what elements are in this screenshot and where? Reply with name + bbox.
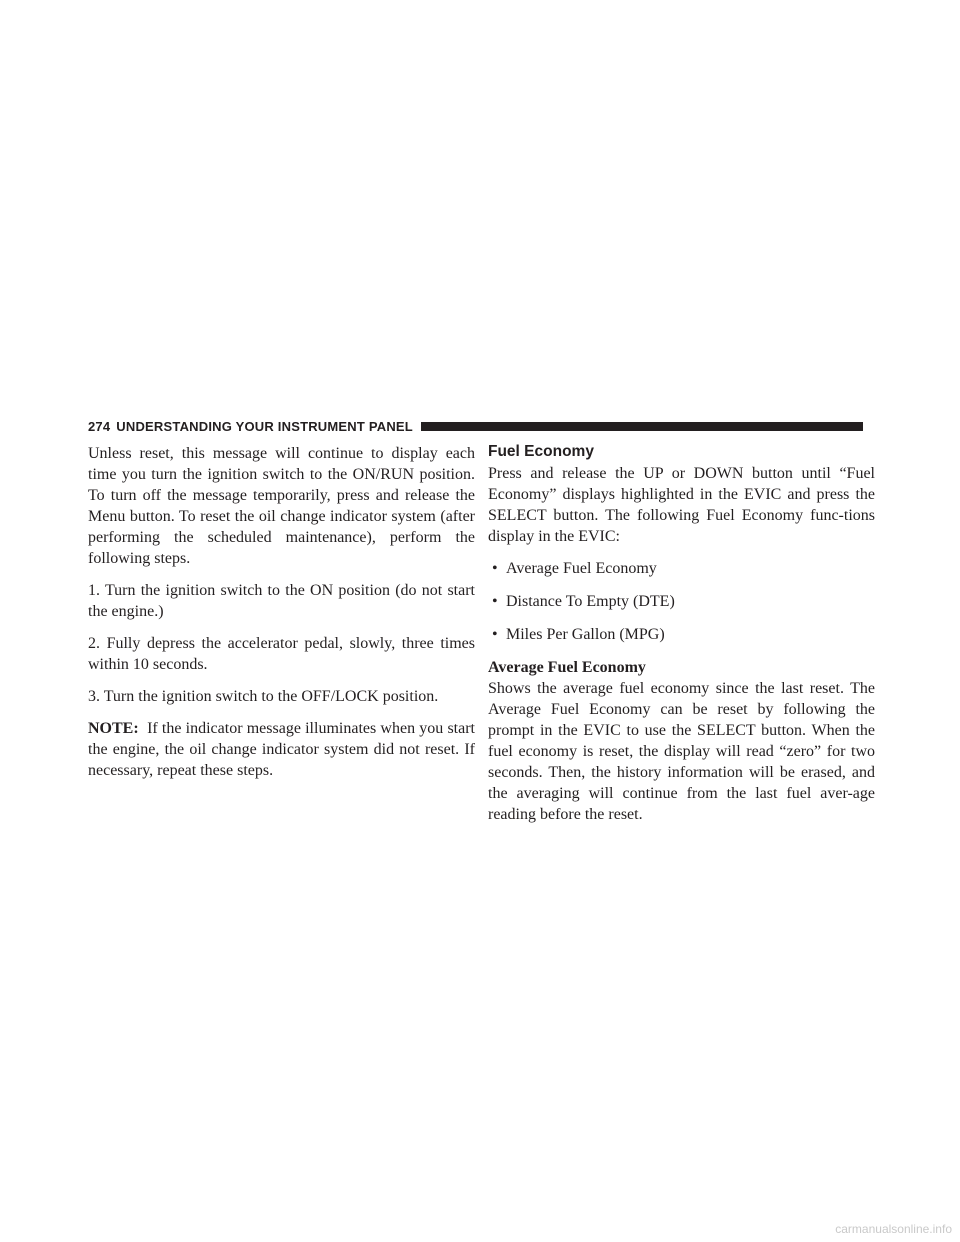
header-rule: [421, 422, 863, 431]
list-item: [492, 558, 875, 579]
function-list: [488, 558, 875, 645]
right-column: [488, 442, 875, 836]
note-label: NOTE:: [88, 720, 139, 737]
list-item-text: Miles Per Gallon (MPG): [506, 626, 665, 643]
bullet-icon: •: [492, 593, 498, 610]
bullet-icon: •: [492, 560, 498, 577]
average-fuel-economy-body: Shows the average fuel economy since the last reset. The Average Fuel Economy can be reset by following the prompt in the EVIC to use the SELECT button. When the fuel economy is reset, the display will read “zero” for two seconds. Then, the history information will be erased, and the averaging will continue from the last fuel aver-age reading before the reset.: [488, 680, 875, 823]
section-title: UNDERSTANDING YOUR INSTRUMENT PANEL: [116, 419, 413, 434]
step-2: 2. Fully depress the accelerator pedal, slowly, three times within 10 seconds.: [88, 635, 475, 673]
note-text: If the indicator message illuminates when you start the engine, the oil change indicator system did not reset. If necessary, repeat these steps.: [88, 720, 476, 779]
intro-paragraph: Unless reset, this message will continue to display each time you turn the ignition switch to the ON/RUN position. To turn off the message temporarily, press and release the Menu button. To reset the oil change indicator system (after performing the scheduled maintenance), perform the following steps.: [88, 445, 475, 567]
left-column: [88, 443, 475, 792]
list-item-text: Distance To Empty (DTE): [506, 593, 675, 610]
bullet-icon: •: [492, 626, 498, 643]
step-1: 1. Turn the ignition switch to the ON position (do not start the engine.): [88, 582, 475, 620]
note-paragraph: [88, 718, 475, 781]
fuel-economy-heading: Fuel Economy: [488, 443, 594, 460]
list-item-text: Average Fuel Economy: [506, 560, 657, 577]
page-header: [88, 418, 863, 435]
fuel-economy-intro: Press and release the UP or DOWN button until “Fuel Economy” displays highlighted in the EVIC and press the SELECT button. The following Fuel Economy func-tions display in the EVIC:: [488, 465, 875, 545]
page-number: 274: [88, 419, 111, 434]
step-3: 3. Turn the ignition switch to the OFF/LOCK position.: [88, 688, 439, 705]
list-item: [492, 624, 875, 645]
list-item: [492, 591, 875, 612]
average-fuel-economy-subheading: Average Fuel Economy: [488, 659, 646, 676]
watermark: carmanualsonline.info: [835, 1222, 952, 1236]
